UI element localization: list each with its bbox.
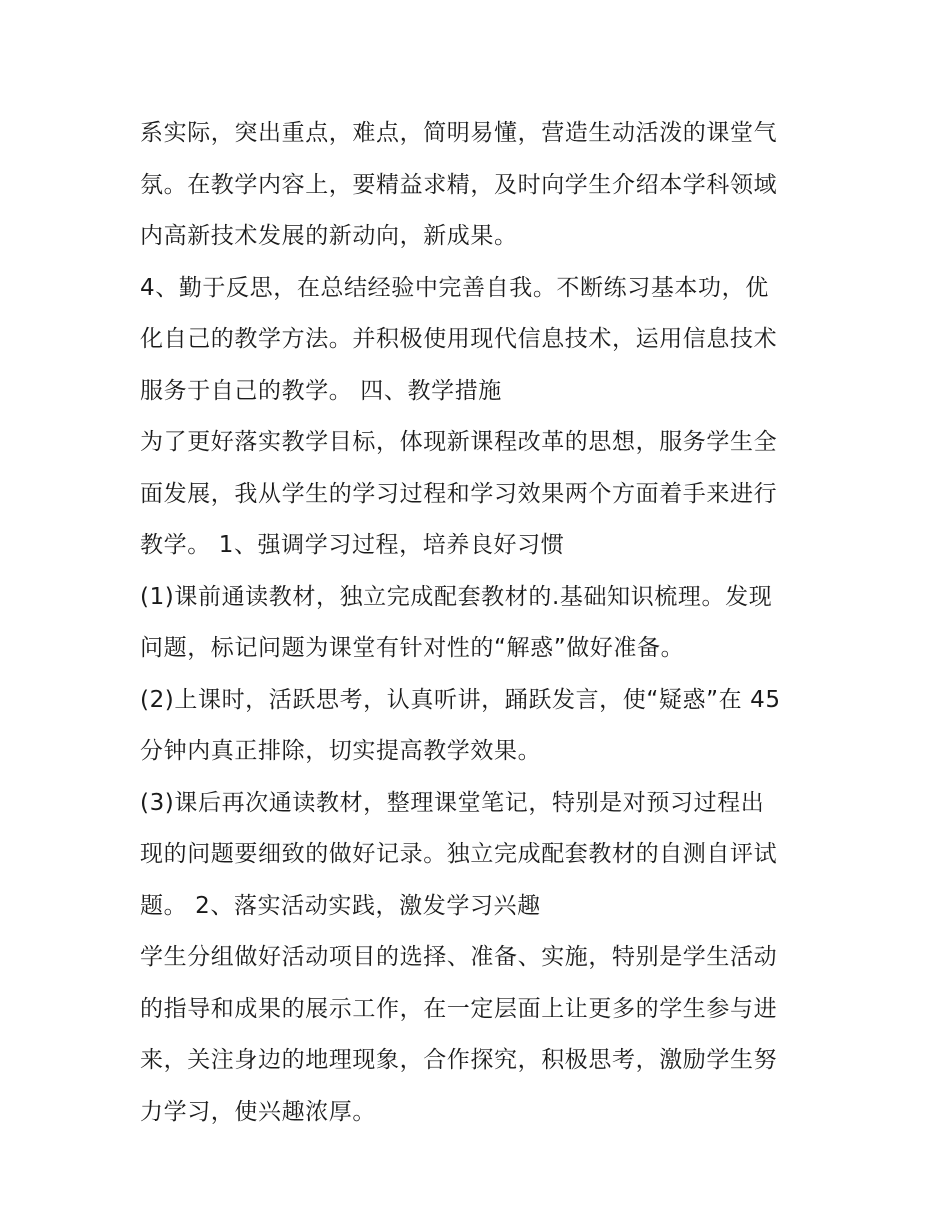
text-line: 化自己的教学方法。并积极使用现代信息技术，运用信息技术 [140,326,778,352]
text-line: 问题，标记问题为课堂有针对性的“解惑”做好准备。 [140,635,685,661]
text-line: 分钟内真正排除，切实提高教学效果。 [140,738,542,764]
text-line: 现的问题要细致的做好记录。独立完成配套教材的自测自评试 [140,841,778,867]
text-line: 的指导和成果的展示工作，在一定层面上让更多的学生参与进 [140,995,778,1022]
text-line: 服务于自己的教学。 四、教学措施 [140,377,502,404]
text-line: 学生分组做好活动项目的选择、准备、实施，特别是学生活动 [140,944,778,970]
text-line: 题。 2、落实活动实践，激发学习兴趣 [140,892,541,919]
text-line: 为了更好落实教学目标，体现新课程改革的思想，服务学生全 [140,429,778,455]
text-line: (2)上课时，活跃思考，认真听讲，踊跃发言，使“疑惑”在 45 [140,686,781,713]
text-line: 教学。 1、强调学习过程，培养良好习惯 [140,532,565,558]
text-line: 面发展，我从学生的学习过程和学习效果两个方面着手来进行 [140,480,778,507]
text-line: 系实际，突出重点，难点，简明易懂，营造生动活泼的课堂气 [140,120,778,146]
text-line: (3)课后再次通读教材，整理课堂笔记，特别是对预习过程出 [140,789,765,816]
text-line: 4、勤于反思，在总结经验中完善自我。不断练习基本功，优 [140,274,769,301]
text-line: (1)课前通读教材，独立完成配套教材的.基础知识梳理。发现 [140,583,773,610]
text-line: 力学习，使兴趣浓厚。 [140,1098,376,1125]
document-body-text [140,108,820,1138]
text-line: 内高新技术发展的新动向，新成果。 [140,223,518,249]
text-line: 氛。在教学内容上，要精益求精，及时向学生介绍本学科领域 [140,171,778,198]
text-line: 来，关注身边的地理现象，合作探究，积极思考，激励学生努 [140,1047,778,1073]
